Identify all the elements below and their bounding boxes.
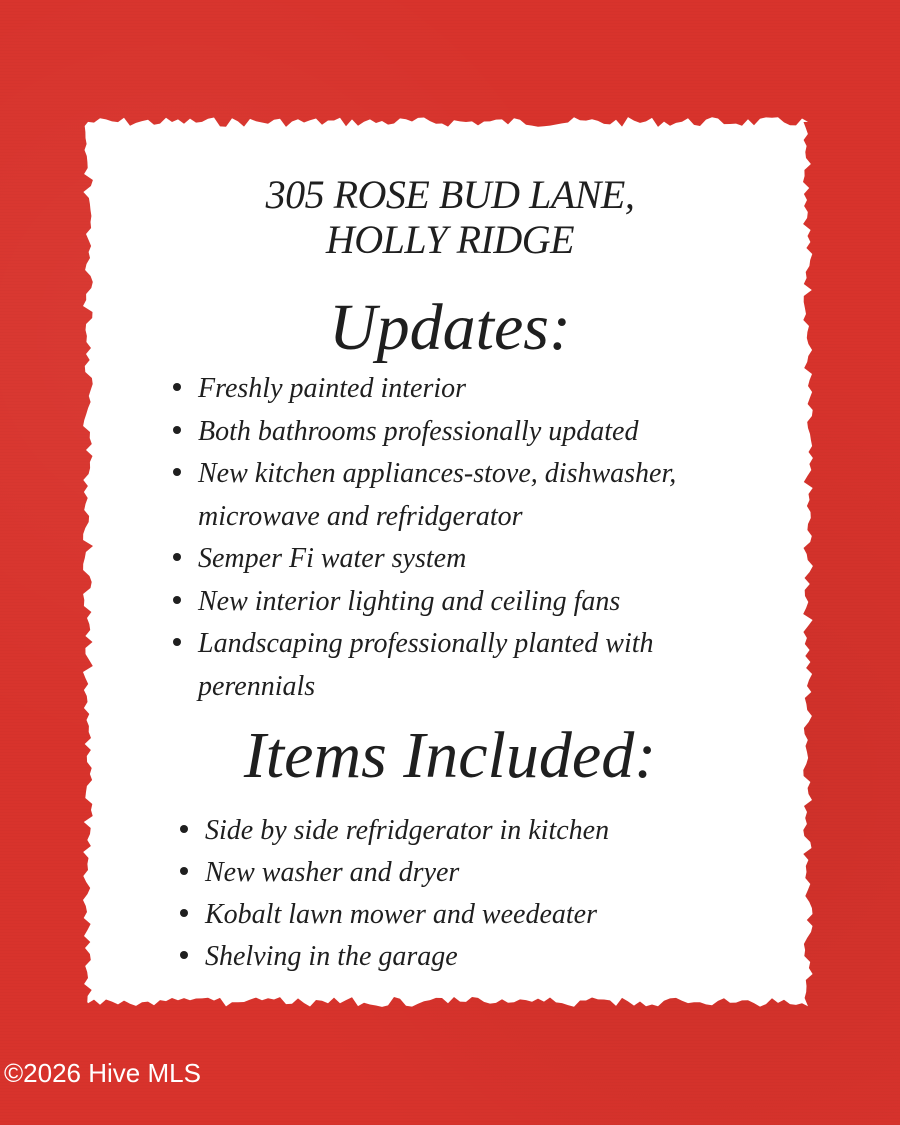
updates-heading: Updates: — [329, 291, 571, 364]
property-address — [0, 172, 900, 262]
list-item: Kobalt lawn mower and weedeater — [180, 894, 609, 936]
list-item: Side by side refridgerator in kitchen — [180, 810, 609, 852]
list-item: Semper Fi water system — [173, 538, 676, 581]
address-line-2: HOLLY RIDGE — [325, 217, 575, 262]
list-item: New kitchen appliances-stove, dishwasher, — [173, 453, 676, 496]
copyright-watermark: ©2026 Hive MLS — [4, 1058, 201, 1088]
list-item: Freshly painted interior — [173, 368, 676, 411]
list-item: Shelving in the garage — [180, 936, 609, 978]
items-included-heading: Items Included: — [243, 719, 657, 792]
updates-list — [173, 368, 676, 708]
items-included-list — [180, 810, 609, 978]
list-item: Landscaping professionally planted with — [173, 623, 676, 666]
list-item: New washer and dryer — [180, 852, 609, 894]
list-item-continuation: perennials — [198, 670, 316, 702]
list-item: New interior lighting and ceiling fans — [173, 581, 676, 624]
address-line-1: 305 ROSE BUD LANE, — [265, 172, 635, 217]
list-item-continuation: microwave and refridgerator — [198, 500, 523, 532]
list-item: Both bathrooms professionally updated — [173, 411, 676, 454]
